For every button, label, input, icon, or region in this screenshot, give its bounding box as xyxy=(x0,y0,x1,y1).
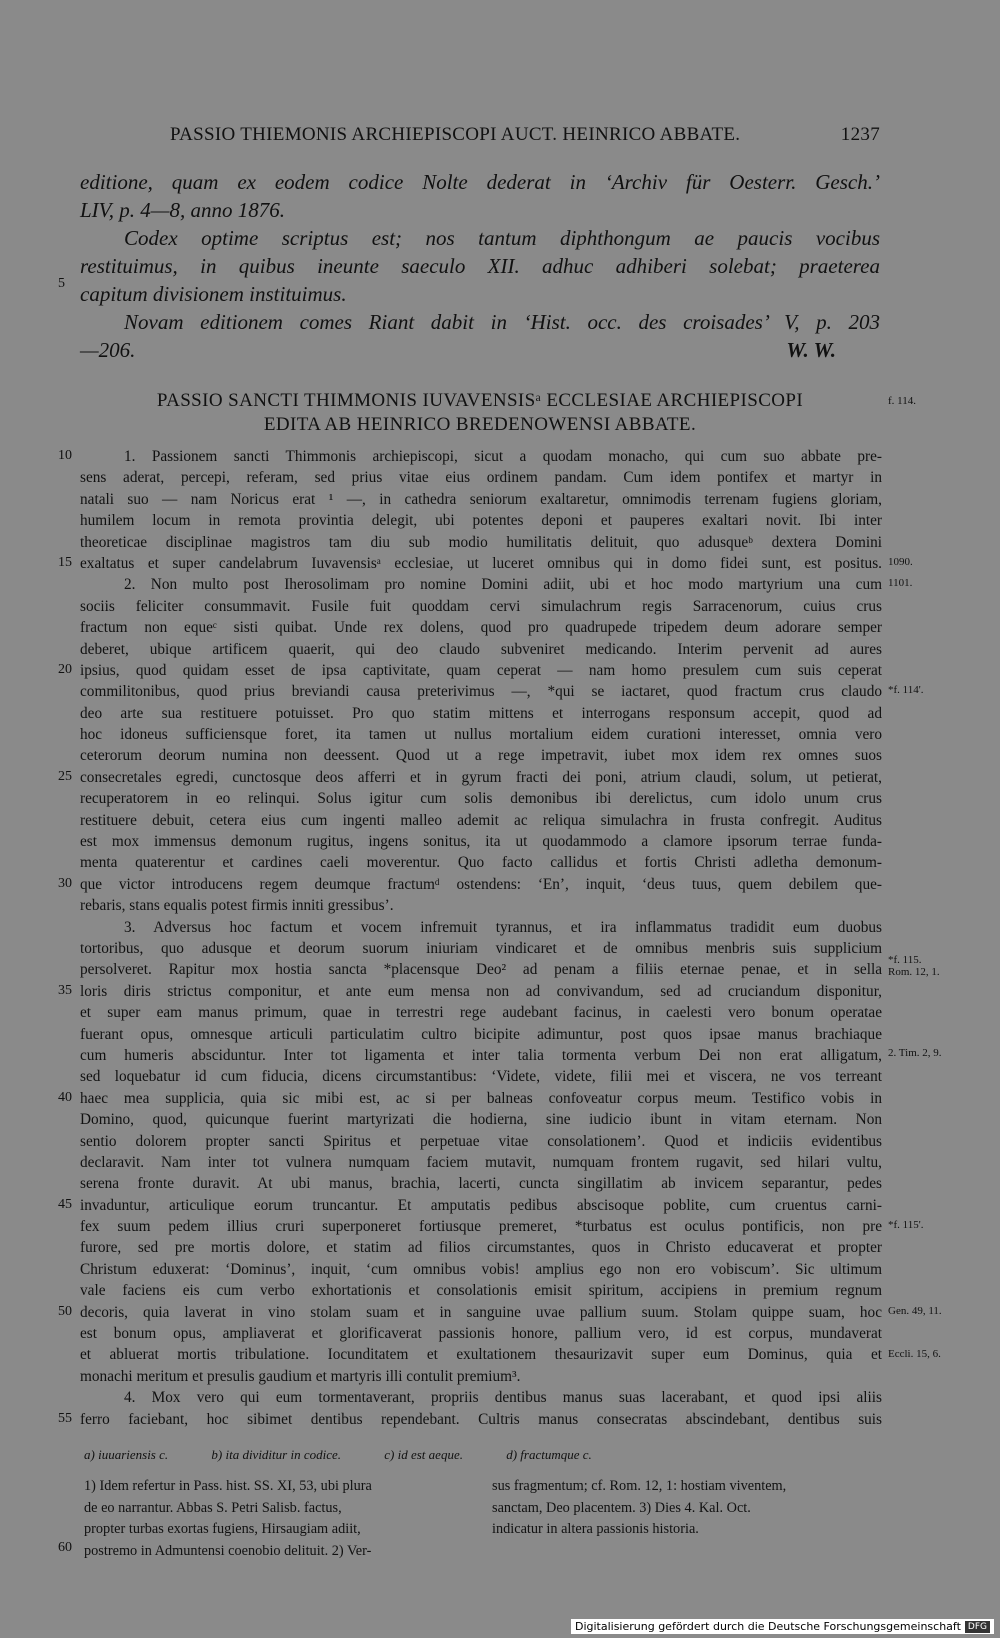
text-line: fex suum pedem illius cruri superponeret fortiusque premeret, *turbatus est oculus pontificis, non pre xyxy=(80,1218,882,1236)
text-line: ipsius, quod quidam esset de ipsa captivitate, quam ceperat — nam homo presulem cum suis ceperat xyxy=(80,661,882,679)
text-line: et abluerat mortis tribulatione. Iocunditatem et exultationem thesaurizavit super eum Dominus, quia et xyxy=(80,1346,882,1364)
line-number: 60 xyxy=(58,1540,72,1555)
margin-note: 1090. xyxy=(888,556,913,568)
running-title: PASSIO THIEMONIS ARCHIEPISCOPI AUCT. HEINRICO ABBATE. xyxy=(170,124,741,145)
margin-note: *f. 115'. xyxy=(888,1219,924,1231)
margin-note: Gen. 49, 11. xyxy=(888,1305,942,1317)
line-number: 5 xyxy=(58,276,65,291)
text-line: 4. Mox vero qui eum tormentaverant, propriis dentibus manus suas lacerabant, et quod ipsi aliis xyxy=(124,1389,882,1407)
text-line: est mox immensus demonum rugitus, ingens sonitus, ita ut quodammodo a clamore ipsorum terrae funda- xyxy=(80,833,882,851)
text-line: exaltatus et super candelabrum Iuvavensisᵃ ecclesiae, ut luceret omnibus qui in domo fidei sunt, est positus. xyxy=(80,554,882,572)
intro-line: Novam editionem comes Riant dabit in ‘Hist. occ. des croisades’ V, p. 203 xyxy=(124,310,880,334)
critical-apparatus xyxy=(84,1447,884,1463)
text-line: furore, sed pre mortis dolore, et statim ad filios circumstantes, quos in Christo educaverat et propter xyxy=(80,1239,882,1257)
text-line: serena fronte duravit. At ubi manus, brachia, lacerti, cuncta singillatim ab invicem separantur, pedes xyxy=(80,1175,882,1193)
text-line: hoc idoneus sufficiensque foret, ita tamen ut nullus mortalium eidem curationi interesset, omnia vero xyxy=(80,726,882,744)
line-number: 35 xyxy=(58,983,72,998)
line-number: 15 xyxy=(58,555,72,570)
line-number: 40 xyxy=(58,1090,72,1105)
margin-note: 2. Tim. 2, 9. xyxy=(888,1047,942,1059)
line-number: 50 xyxy=(58,1304,72,1319)
line-number: 55 xyxy=(58,1411,72,1426)
text-title-line1: PASSIO SANCTI THIMMONIS IUVAVENSISᵃ ECCLESIAE ARCHIEPISCOPI xyxy=(156,390,804,411)
margin-note: Eccli. 15, 6. xyxy=(888,1348,941,1360)
text-title-line2: EDITA AB HEINRICO BREDENOWENSI ABBATE. xyxy=(263,414,697,435)
text-line: est bonum opus, ampliaverat et glorificaverat passionis honore, pallium vero, id est corpus, mundaverat xyxy=(80,1325,882,1343)
text-line: sed loquebatur id cum fiducia, dicens circumstantibus: ‘Videte, videte, filii mei et viscera, ne vos terreant xyxy=(80,1068,882,1086)
intro-line: LIV, p. 4—8, anno 1876. xyxy=(80,198,285,222)
text-line: loris diris strictus componitur, et ante eum mensa non ad convivandum, sed ad cruciandum disponitur, xyxy=(80,982,882,1000)
text-line: rebaris, stans equalis potest firmis inniti gressibus’. xyxy=(80,897,394,915)
line-number: 20 xyxy=(58,662,72,677)
footnote-line: 1) Idem refertur in Pass. hist. SS. XI, 53, ubi plura xyxy=(84,1478,372,1494)
text-line: decoris, quia laverat in vino stolam suam et in sanguine uvae pallium suum. Stolam quippe suam, hoc xyxy=(80,1303,882,1321)
dfg-logo-icon: DFG xyxy=(965,1621,990,1633)
text-line: commilitonibus, quod prius breviandi causa preterivimus —, *qui se iactaret, quod fractum crus claudo xyxy=(80,683,882,701)
line-number: 10 xyxy=(58,448,72,463)
text-line: que victor introducens regem deumque fractumᵈ ostendens: ‘En’, inquit, ‘deus tuus, quem debilem que- xyxy=(80,875,882,893)
text-line: declaravit. Nam inter tot vulnera numquam faciem mutavit, numquam frontem rugavit, sed hilari vultu, xyxy=(80,1153,882,1171)
digitization-notice-text: Digitalisierung gefördert durch die Deutsche Forschungsgemeinschaft xyxy=(574,1620,961,1633)
text-line: ceterorum deorum numina non deessent. Quod ut a rege impetravit, iubet mox idem rex omnes suos xyxy=(80,747,882,765)
text-line: 1. Passionem sancti Thimmonis archiepiscopi, sicut a quodam monacho, qui cum suo abbate pre- xyxy=(124,448,882,465)
footnote-line: de eo narrantur. Abbas S. Petri Salisb. factus, xyxy=(84,1499,342,1516)
text-line: ferro faciebant, hoc sibimet dentibus rependebant. Cultris manus consecratas abscindebant, dentibus suis xyxy=(80,1410,882,1428)
footnote-line: sus fragmentum; cf. Rom. 12, 1: hostiam viventem, xyxy=(492,1478,787,1494)
text-line: humilem locum in remota provintia delegit, ubi potentes deponi et pauperes exaltari novit. Ibi inter xyxy=(80,512,882,530)
footnotes-column-2 xyxy=(492,1476,884,1541)
intro-line xyxy=(80,336,880,364)
text-line: menta quaterentur et cardines caeli moverentur. Quo facto callidus et fortis Christi adletha demonum- xyxy=(80,854,882,872)
margin-note: 1101. xyxy=(888,577,913,589)
margin-note: Rom. 12, 1. xyxy=(888,966,940,978)
text-line: et super eam manus primum, quae in terrestri rege audebant facinus, in caelesti vero bonum operatae xyxy=(80,1004,882,1022)
footnotes-column-1 xyxy=(84,1476,482,1562)
line-number: 45 xyxy=(58,1197,72,1212)
margin-note: f. 114. xyxy=(888,395,917,407)
text-line: Christum eduxerat: ‘Dominus’, inquit, ‘cum omnibus vobis! amplius ego non ero vobiscum’. Sic ultimum xyxy=(80,1260,882,1278)
text-line: natali suo — nam Noricus erat ¹ —, in cathedra seniorum exaltaretur, omnimodis terrenam fugiens gloriam, xyxy=(80,490,882,508)
text-line: cum humeris absciduntur. Inter tot ligamenta et inter talia tormenta verbum Dei non erat alligatum, xyxy=(80,1046,882,1064)
apparatus-note: a) iuuariensis c. xyxy=(84,1447,169,1462)
line-number: 30 xyxy=(58,876,72,891)
text-line: tortoribus, quo adusque et deorum suorum iniuriam vindicaret et de omnibus menbris suis supplicium xyxy=(80,939,882,957)
apparatus-note: b) ita dividitur in codice. xyxy=(211,1447,342,1462)
text-line: vale faciens eis cum verbo exhortationis et consolationis emisit spiritum, accipiens in premium regnum xyxy=(80,1282,882,1300)
text-line: sentio dolorem propter sancti Spiritus et perpetuae vitae consolationem’. Quod et indiciis evidentibus xyxy=(80,1132,882,1150)
text-line: fractum non equeᶜ sisti quibat. Unde rex dolens, quod pro quadrupede tripedem deum adorare semper xyxy=(80,619,882,637)
intro-line: editione, quam ex eodem codice Nolte dederat in ‘Archiv für Oesterr. Gesch.’ xyxy=(80,170,880,194)
text-line: monachi meritum et presulis gaudium et martyris illi contulit premium³. xyxy=(80,1367,521,1385)
text-line: haec mea supplicia, quia sic mibi est, ac si per balneas confoveatur corpus meum. Testifico vobis in xyxy=(80,1089,882,1107)
text-line: theoreticae disciplinae magistros tam diu sub modio humilitatis delituit, quo adusqueᵇ dextera Domini xyxy=(80,533,882,551)
line-number: 25 xyxy=(58,769,72,784)
margin-note: *f. 115. xyxy=(888,954,922,966)
intro-line: Codex optime scriptus est; nos tantum diphthongum ae paucis vocibus xyxy=(124,226,880,250)
text-line: consecretales egredi, cunctosque deos afferri et in gyrum fracti dei poni, atrium claudi, solum, ut petierat, xyxy=(80,768,882,786)
intro-line: restituimus, in quibus ineunte saeculo XII. adhuc adhiberi solebat; praeterea xyxy=(80,254,880,278)
text-line: invaduntur, articulique eorum truncantur. Et amputatis pedibus abscisoque poblite, cum cruentus carni- xyxy=(80,1196,882,1214)
intro-line: capitum divisionem instituimus. xyxy=(80,282,347,306)
intro-line-part: —206. xyxy=(80,338,136,362)
footnote-line: propter turbas exortas fugiens, Hirsaugiam adiit, xyxy=(84,1521,361,1537)
main-text xyxy=(80,446,882,1430)
apparatus-note: c) id est aeque. xyxy=(384,1447,463,1462)
margin-note: *f. 114'. xyxy=(888,684,924,696)
text-line: sens aderat, percepi, referam, sed prius vitae eius ordinem pandam. Cum idem pontifex et martyr in xyxy=(80,469,882,487)
page-number: 1237 xyxy=(840,124,880,145)
footnote-line: sanctam, Deo placentem. 3) Dies 4. Kal. Oct. xyxy=(492,1499,751,1516)
footnote-line: indicatur in altera passionis historia. xyxy=(492,1521,699,1537)
text-line: 2. Non multo post Iherosolimam pro nomine Domini adiit, ubi et hoc modo martyrium una cum xyxy=(124,576,882,594)
text-line: deberet, ubique artificem quaerit, qui deo claudo subveniret medicando. Interim pervenit ad aures xyxy=(80,640,882,658)
apparatus-note: d) fractumque c. xyxy=(506,1447,592,1462)
text-line: restituere debuit, cetera eius cum ingenti malleo ademit ac reliqua simulachra in frusta confregit. Auditus xyxy=(80,811,882,829)
text-line: 3. Adversus hoc factum et vocem infremuit tyrannus, et ira inflammatus tradidit eum duobus xyxy=(124,918,882,936)
text-line: sociis feliciter consummavit. Fusile fuit quoddam cervi simulachrum regis Sarracenorum, cuius crus xyxy=(80,597,882,615)
text-line: recuperatorem in eo relinqui. Solus igitur cum solis demonibus ibi derelictus, cum idolo unum crus xyxy=(80,790,882,808)
text-line: Domino, quod, quicunque fuerint martyrizati die hodierna, sine iudicio ibunt in vitam eternam. Non xyxy=(80,1111,882,1129)
text-line: persolveret. Rapitur mox hostia sancta *placensque Deo² ad penam a filiis eternae penae, et in sella xyxy=(80,961,882,979)
editor-initials: W. W. xyxy=(786,338,836,362)
text-line: fuerant opus, omnesque articuli particulatim cultro bicipite adimuntur, post quos ipsae manus brachiaque xyxy=(80,1025,882,1043)
text-line: deo arte sua restituere potuisset. Pro quo statim mittens et interrogans responsum accepit, quod ad xyxy=(80,704,882,722)
digitization-notice xyxy=(571,1619,994,1634)
introduction xyxy=(80,168,880,364)
footnote-line: postremo in Admuntensi coenobio delituit. 2) Ver- xyxy=(84,1542,372,1559)
